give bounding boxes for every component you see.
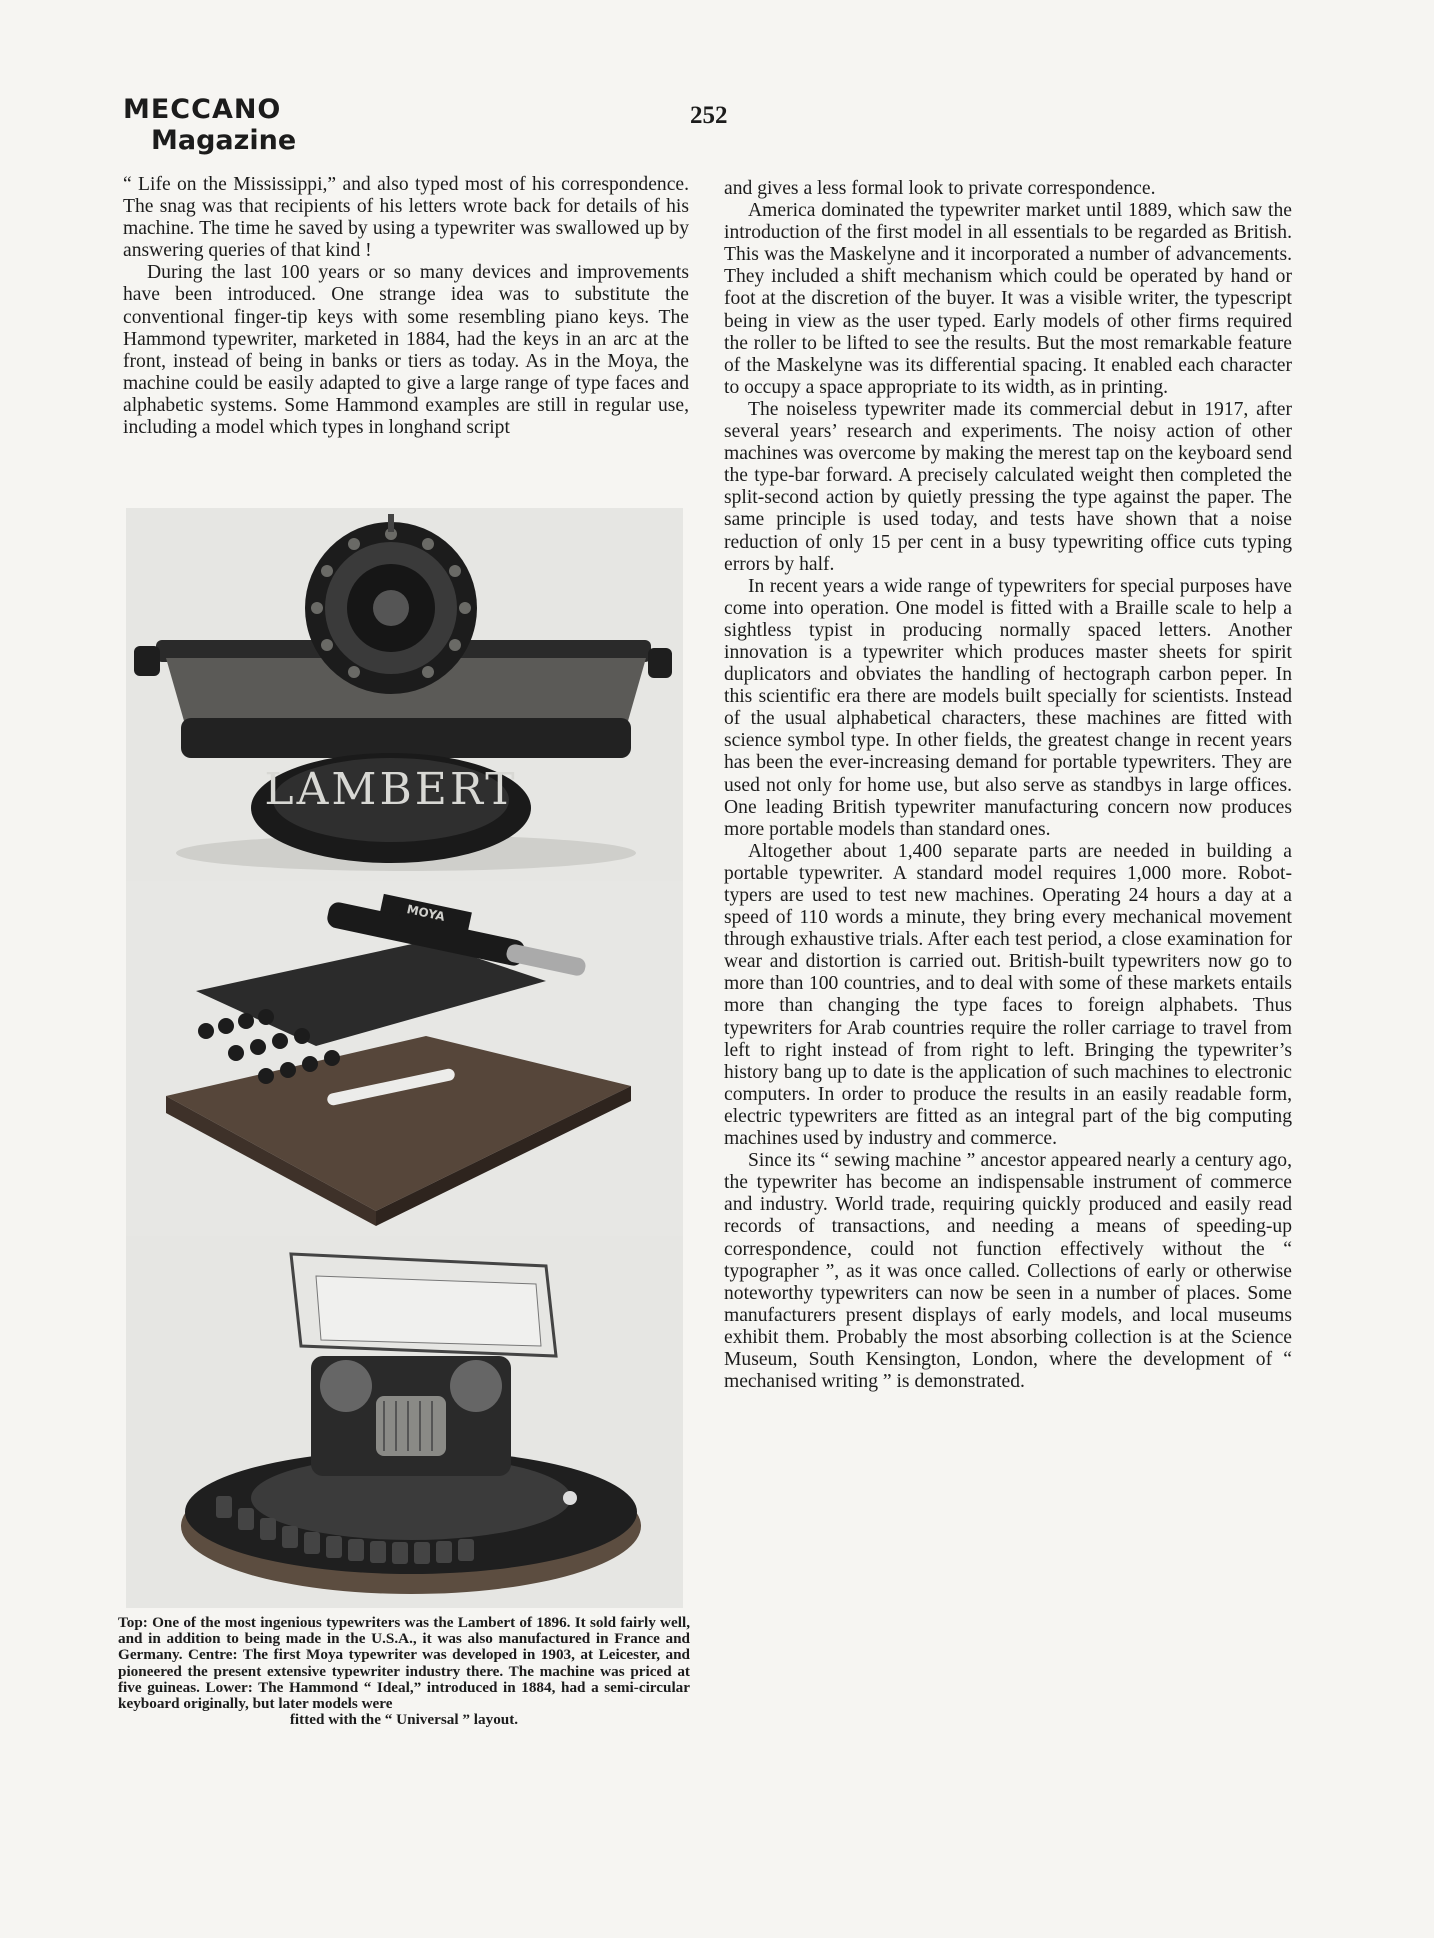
page-number: 252 [690, 102, 728, 129]
right-paragraph: and gives a less formal look to private correspondence. [724, 178, 1156, 199]
right-text-column [724, 178, 1292, 1393]
right-paragraph: America dominated the typewriter market until 1889, which saw the introduction of the first model in all essentials to be regarded as British. This was the Maskelyne and it incorporated a number of advancements. They included a shift mechanism which could be operated by hand or foot at the discretion of the buyer. It was a visible writer, the typescript being in view as the user typed. Early models of other firms required the roller to be lifted to see the results. But the most remarkable feature of the Maskelyne was its differential spacing. It enabled each character to occupy a space appropriate to its width, as in printing. [724, 200, 1292, 398]
lambert-typewriter-photo [126, 508, 683, 881]
masthead-subtitle: Magazine [151, 125, 297, 156]
left-text-column [123, 174, 689, 439]
right-paragraph: Altogether about 1,400 separate parts are needed in building a portable typewriter. A standard model requires 1,000 more. Robot-typers are used to test new machines. Operating 24 hours a day at a speed of 110 words a minute, they bring every mechanical movement through exhaustive trials. After each test period, a close examination for wear and distortion is carried out. British-built typewriters now go to more than 100 countries, and to deal with some of these markets entails more than changing the type faces to foreign alphabets. Thus typewriters for Arab countries require the roller carriage to travel from left to right instead of from right to left. Bringing the typewriter’s history bang up to date is the application of such machines to electronic computers. In order to produce the results in an easily readable form, electric typewriters are fitted as an integral part of the big computing machines used by industry and commerce. [724, 840, 1292, 1150]
masthead-title: MECCANO [123, 94, 282, 125]
right-paragraph: The noiseless typewriter made its commercial debut in 1917, after several years’ research and experiments. The noisy action of other machines was overcome by making the merest tap on the keyboard send the type-bar forward. A precisely calculated weight then completed the split-second action by quietly pressing the type against the paper. The same principle is used today, and tests have shown that a noise reduction of only 15 per cent in a busy typewriting office cuts typing errors by half. [724, 398, 1292, 575]
moya-typewriter-photo [126, 881, 683, 1236]
hammond-ideal-typewriter-photo [126, 1236, 683, 1608]
right-paragraph: Since its “ sewing machine ” ancestor appeared nearly a century ago, the typewriter has become an indispensable instrument of commerce and industry. World trade, requiring quickly produced and easily read records of transactions, and needing a means of speeding-up correspondence, could not function effectively without the “ typographer ”, as it was once called. Collections of early or otherwise noteworthy typewriters can now be seen in a number of places. Some manufacturers present displays of early models, and local museums exhibit them. Probably the most absorbing collection is at the Science Museum, South Kensington, London, where the development of “ mechanised writing ” is demonstrated. [724, 1150, 1292, 1393]
lambert-nameplate: LAMBERT [264, 764, 518, 815]
magazine-masthead [123, 96, 296, 154]
left-paragraph: “ Life on the Mississippi,” and also typed most of his correspondence. The snag was that recipients of his letters wrote back for details of his machine. The time he saved by using a typewriter was swallowed up by answering queries of that kind ! [123, 174, 689, 262]
moya-nameplate: MOYA [405, 902, 447, 924]
caption-last-line: fitted with the “ Universal ” layout. [289, 1711, 519, 1729]
photo-caption [118, 1615, 690, 1728]
right-paragraph: In recent years a wide range of typewriters for special purposes have come into operation. One model is fitted with a Braille scale to help a sightless typist in producing normally spaced letters. Another innovation is a typewriter which produces master sheets for spirit duplicators and obviates the handling of hectograph carbon peper. In this scientific era there are models built specially for scientists. Instead of the usual alphabetical characters, these machines are fitted with science symbol type. In other fields, the greatest change in recent years has been the ever-increasing demand for portable typewriters. They are used not only for home use, but also serve as standbys in large offices. One leading British typewriter manufacturing concern now produces more portable models than standard ones. [724, 575, 1292, 840]
caption-body: Top: One of the most ingenious typewriters was the Lambert of 1896. It sold fairly well, and in addition to being made in the U.S.A., it was also manufactured in France and Germany. Centre: The first Moya typewriter was developed in 1903, at Leicester, and pioneered the present extensive typewriter industry there. The machine was priced at five guineas. Lower: The Hammond “ Ideal,” introduced in 1884, had a semi-circular keyboard originally, but later models were [118, 1614, 690, 1713]
left-paragraph: During the last 100 years or so many devices and improvements have been introduced. One strange idea was to substitute the conventional finger-tip keys with some resembling piano keys. The Hammond typewriter, marketed in 1884, had the keys in an arc at the front, instead of being in banks or tiers as today. As in the Moya, the machine could be easily adapted to give a large range of type faces and alphabetic systems. Some Hammond examples are still in regular use, including a model which types in longhand script [123, 262, 689, 439]
typewriter-photographs [126, 508, 683, 1608]
